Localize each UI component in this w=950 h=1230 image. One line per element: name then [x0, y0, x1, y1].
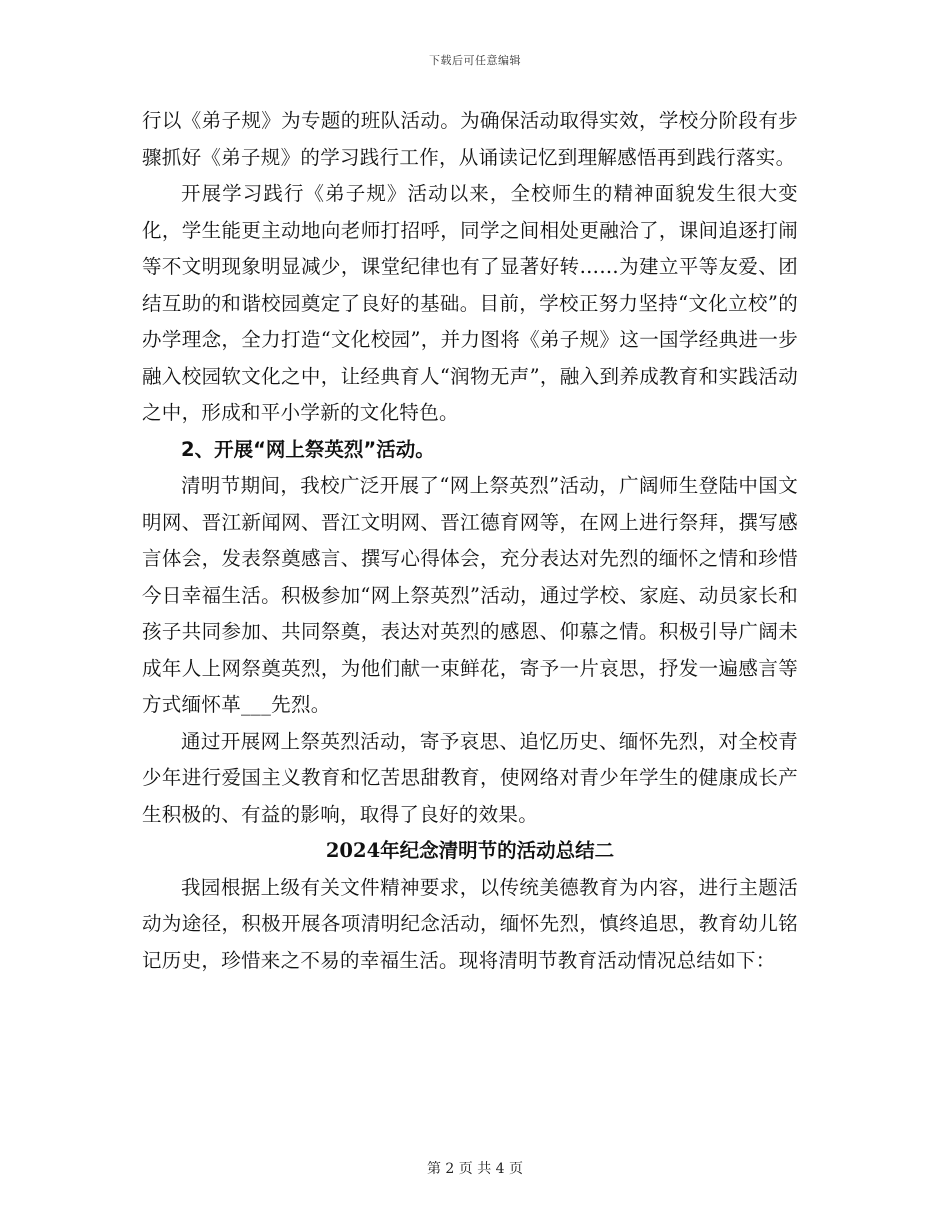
section-title: 2024年纪念清明节的活动总结二 [325, 839, 615, 862]
paragraph-1: 行以《弟子规》为专题的班队活动。为确保活动取得实效，学校分阶段有步骤抓好《弟子规》的学习践行工作，从诵读记忆到理解感悟再到践行落实。 [142, 109, 798, 169]
heading-online-tribute: 2、开展“网上祭英烈”活动。 [181, 437, 435, 461]
paragraph-4: 通过开展网上祭英烈活动，寄予哀思、追忆历史、缅怀先烈，对全校青少年进行爱国主义教育和忆苦思甜教育，使网络对青少年学生的健康成长产生积极的、有益的影响，取得了良好的效果。 [142, 729, 798, 826]
paragraph-3: 清明节期间，我校广泛开展了“网上祭英烈”活动，广阔师生登陆中国文明网、晋江新闻网、晋江文明网、晋江德育网等，在网上进行祭拜，撰写感言体会，发表祭奠感言、撰写心得体会，充分表达对先烈的缅怀之情和珍惜今日幸福生活。积极参加“网上祭英烈”活动，通过学校、家庭、动员家长和孩子共同参加、共同祭奠，表达对英烈的感恩、仰慕之情。积极引导广阔未成年人上网祭奠英烈，为他们献一束鲜花，寄予一片哀思，抒发一遍感言等方式缅怀革___先烈。 [142, 474, 798, 716]
document-body [142, 103, 798, 979]
page-number: 第 2 页 共 4 页 [426, 1161, 524, 1177]
page-header: 下载后可任意编辑 [429, 54, 521, 67]
paragraph-2: 开展学习践行《弟子规》活动以来，全校师生的精神面貌发生很大变化，学生能更主动地向老师打招呼，同学之间相处更融洽了，课间追逐打闹等不文明现象明显减少，课堂纪律也有了显著好转……为建立平等友爱、团结互助的和谐校园奠定了良好的基础。目前，学校正努力坚持“文化立校”的办学理念，全力打造“文化校园”，并力图将《弟子规》这一国学经典进一步融入校园软文化之中，让经典育人“润物无声”，融入到养成教育和实践活动之中，形成和平小学新的文化特色。 [142, 182, 798, 424]
paragraph-5: 我园根据上级有关文件精神要求，以传统美德教育为内容，进行主题活动为途径，积极开展各项清明纪念活动，缅怀先烈，慎终追思，教育幼儿铭记历史，珍惜来之不易的幸福生活。现将清明节教育活动情况总结如下： [142, 875, 798, 972]
